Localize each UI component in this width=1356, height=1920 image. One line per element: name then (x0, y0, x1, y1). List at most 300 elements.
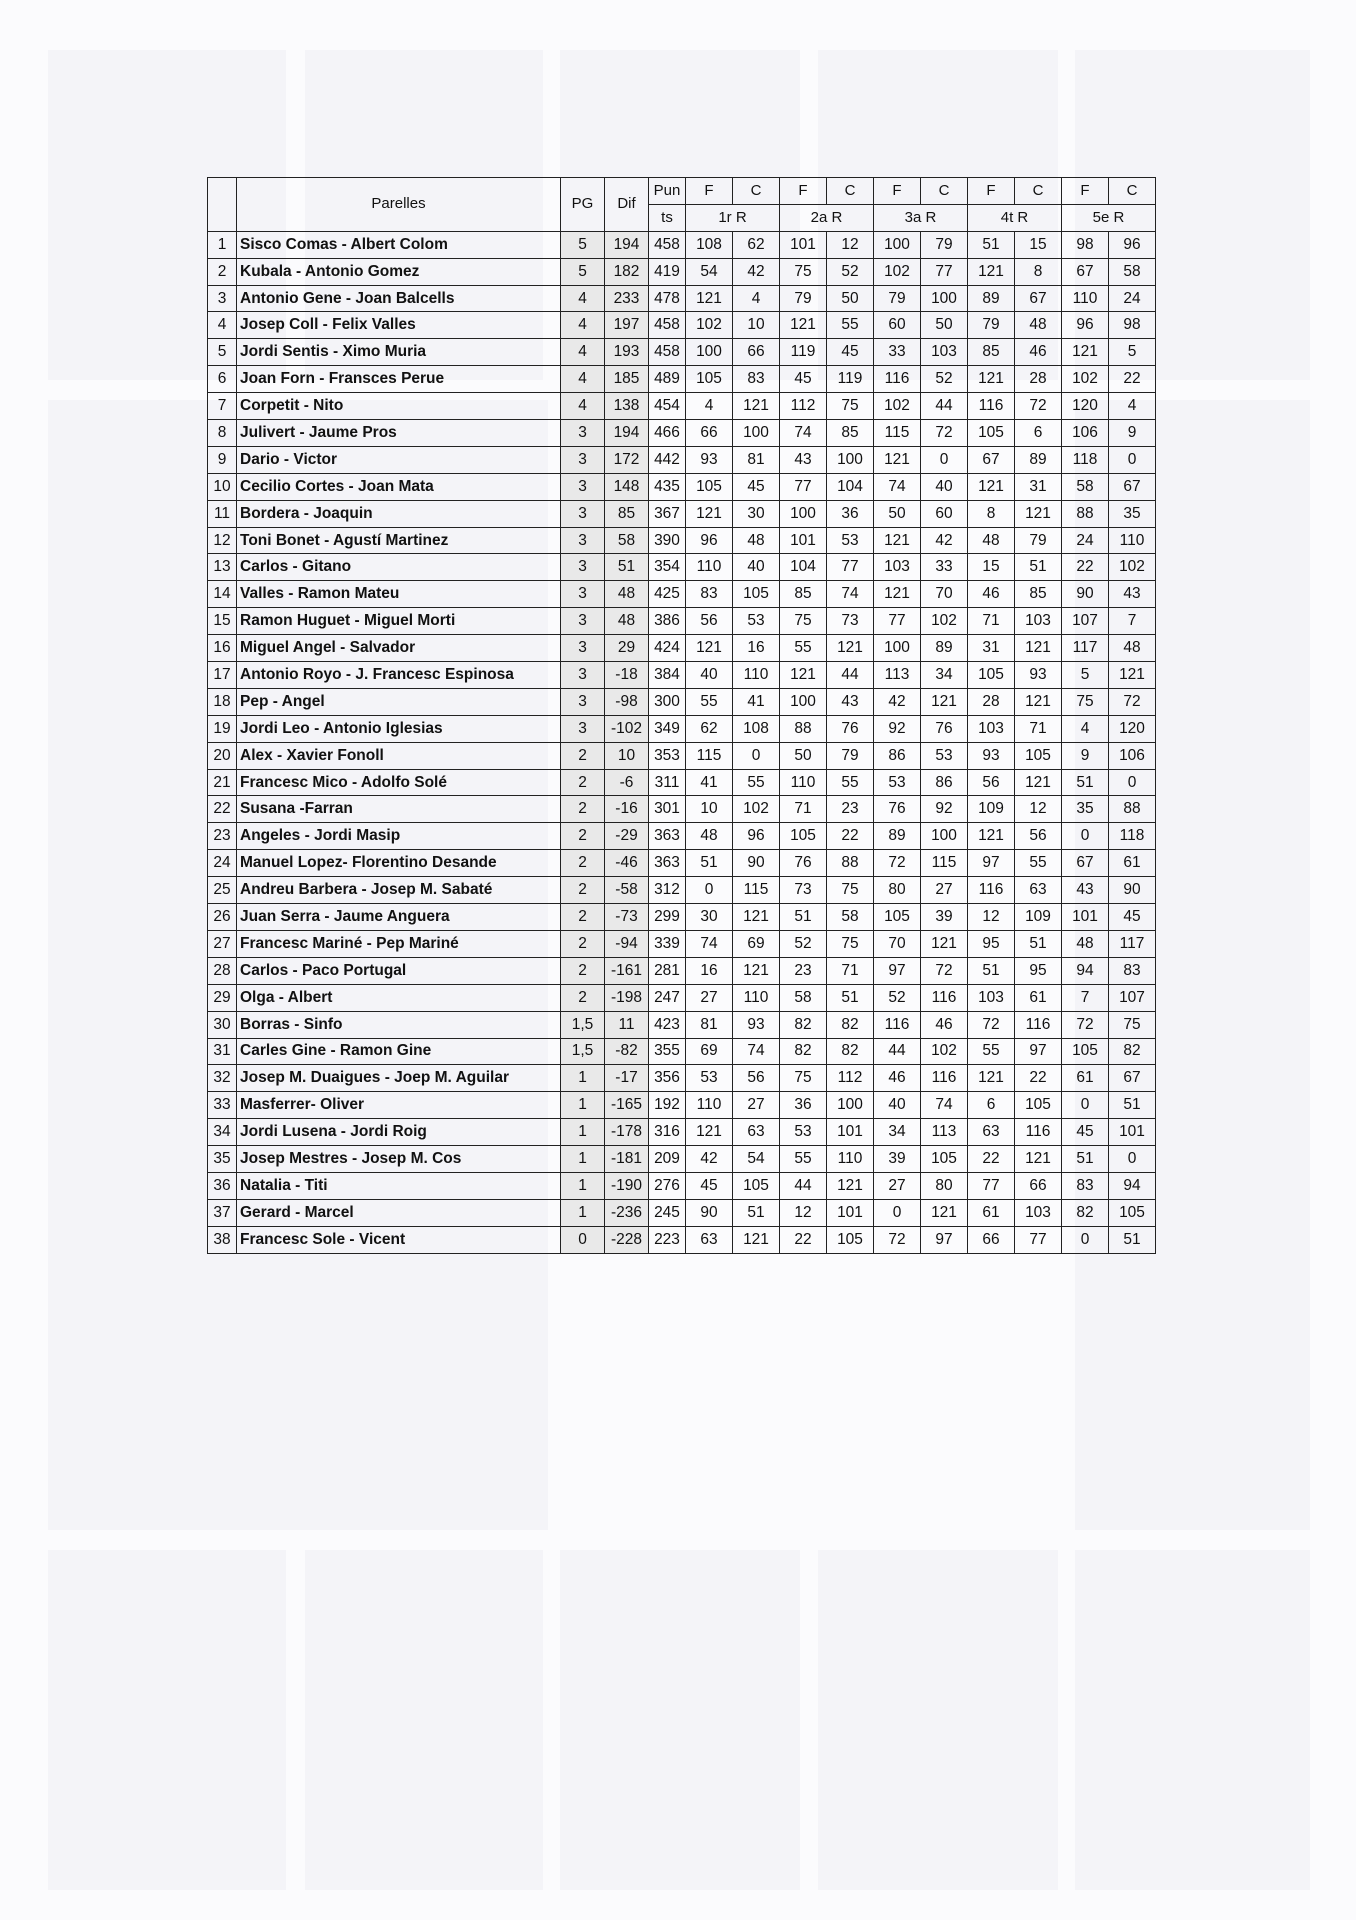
score-for-cell: 0 (1062, 1226, 1109, 1253)
dif-cell: -198 (605, 984, 649, 1011)
score-against-cell: 56 (1015, 823, 1062, 850)
score-for-cell: 121 (780, 662, 827, 689)
score-for-cell: 104 (780, 554, 827, 581)
score-for-cell: 6 (968, 1092, 1015, 1119)
pg-cell: 3 (561, 446, 605, 473)
score-against-cell: 45 (733, 473, 780, 500)
score-against-cell: 66 (733, 339, 780, 366)
score-for-cell: 63 (686, 1226, 733, 1253)
punts-cell: 478 (649, 285, 686, 312)
score-for-cell: 110 (686, 1092, 733, 1119)
score-against-cell: 113 (921, 1119, 968, 1146)
score-against-cell: 56 (733, 1065, 780, 1092)
score-against-cell: 77 (827, 554, 874, 581)
score-against-cell: 48 (1109, 635, 1156, 662)
score-for-cell: 0 (686, 877, 733, 904)
score-against-cell: 83 (1109, 957, 1156, 984)
score-for-cell: 56 (686, 608, 733, 635)
pg-cell: 1 (561, 1065, 605, 1092)
punts-cell: 466 (649, 420, 686, 447)
table-row (208, 393, 1156, 420)
pair-name-cell: Jordi Leo - Antonio Iglesias (237, 715, 561, 742)
score-for-cell: 60 (874, 312, 921, 339)
score-for-cell: 71 (968, 608, 1015, 635)
score-for-cell: 89 (968, 285, 1015, 312)
score-against-cell: 58 (1109, 258, 1156, 285)
score-against-cell: 108 (733, 715, 780, 742)
score-for-cell: 67 (1062, 850, 1109, 877)
pg-cell: 3 (561, 420, 605, 447)
score-against-cell: 40 (733, 554, 780, 581)
score-for-cell: 121 (968, 473, 1015, 500)
pair-name-cell: Alex - Xavier Fonoll (237, 742, 561, 769)
pair-name-cell: Kubala - Antonio Gomez (237, 258, 561, 285)
table-row (208, 662, 1156, 689)
score-against-cell: 60 (921, 500, 968, 527)
punts-cell: 454 (649, 393, 686, 420)
score-for-cell: 105 (968, 662, 1015, 689)
score-for-cell: 70 (874, 930, 921, 957)
score-for-cell: 58 (1062, 473, 1109, 500)
score-for-cell: 8 (968, 500, 1015, 527)
dif-cell: -16 (605, 796, 649, 823)
punts-cell: 435 (649, 473, 686, 500)
pg-cell: 4 (561, 366, 605, 393)
score-for-cell: 82 (1062, 1199, 1109, 1226)
pair-name-cell: Jordi Lusena - Jordi Roig (237, 1119, 561, 1146)
score-against-cell: 97 (921, 1226, 968, 1253)
punts-cell: 354 (649, 554, 686, 581)
pair-name-cell: Jordi Sentis - Ximo Muria (237, 339, 561, 366)
score-for-cell: 39 (874, 1146, 921, 1173)
score-for-cell: 85 (780, 581, 827, 608)
dif-cell: 10 (605, 742, 649, 769)
score-for-cell: 105 (686, 473, 733, 500)
score-against-cell: 0 (1109, 769, 1156, 796)
punts-cell: 312 (649, 877, 686, 904)
dif-cell: 85 (605, 500, 649, 527)
score-for-cell: 116 (874, 1011, 921, 1038)
score-for-cell: 75 (780, 258, 827, 285)
score-against-cell: 88 (827, 850, 874, 877)
score-for-cell: 41 (686, 769, 733, 796)
score-against-cell: 50 (921, 312, 968, 339)
punts-cell: 367 (649, 500, 686, 527)
table-row (208, 446, 1156, 473)
score-for-cell: 121 (1062, 339, 1109, 366)
pair-name-cell: Manuel Lopez- Florentino Desande (237, 850, 561, 877)
score-against-cell: 109 (1015, 904, 1062, 931)
rank-cell: 17 (208, 662, 237, 689)
score-for-cell: 24 (1062, 527, 1109, 554)
score-against-cell: 83 (733, 366, 780, 393)
score-for-cell: 74 (780, 420, 827, 447)
pg-cell: 2 (561, 823, 605, 850)
score-against-cell: 102 (921, 608, 968, 635)
score-against-cell: 96 (733, 823, 780, 850)
score-for-cell: 42 (686, 1146, 733, 1173)
score-for-cell: 100 (874, 635, 921, 662)
dif-cell: -190 (605, 1172, 649, 1199)
score-for-cell: 116 (968, 877, 1015, 904)
pg-cell: 2 (561, 904, 605, 931)
score-against-cell: 121 (733, 393, 780, 420)
score-against-cell: 110 (827, 1146, 874, 1173)
score-for-cell: 72 (874, 850, 921, 877)
score-for-cell: 67 (968, 446, 1015, 473)
pair-name-cell: Cecilio Cortes - Joan Mata (237, 473, 561, 500)
score-for-cell: 89 (874, 823, 921, 850)
score-for-cell: 115 (874, 420, 921, 447)
score-against-cell: 66 (1015, 1172, 1062, 1199)
pair-name-cell: Francesc Sole - Vicent (237, 1226, 561, 1253)
pair-name-cell: Corpetit - Nito (237, 393, 561, 420)
score-for-cell: 105 (1062, 1038, 1109, 1065)
score-for-cell: 30 (686, 904, 733, 931)
score-for-cell: 103 (968, 715, 1015, 742)
score-against-cell: 76 (921, 715, 968, 742)
pair-name-cell: Francesc Mariné - Pep Mariné (237, 930, 561, 957)
table-row (208, 850, 1156, 877)
dif-cell: 172 (605, 446, 649, 473)
dif-cell: -178 (605, 1119, 649, 1146)
score-for-cell: 101 (780, 231, 827, 258)
header-f-r4: F (968, 178, 1015, 205)
score-for-cell: 0 (1062, 1092, 1109, 1119)
score-against-cell: 97 (1015, 1038, 1062, 1065)
score-against-cell: 107 (1109, 984, 1156, 1011)
score-for-cell: 121 (968, 823, 1015, 850)
score-for-cell: 103 (968, 984, 1015, 1011)
score-for-cell: 97 (968, 850, 1015, 877)
score-against-cell: 85 (827, 420, 874, 447)
punts-cell: 223 (649, 1226, 686, 1253)
table-row (208, 742, 1156, 769)
pair-name-cell: Dario - Victor (237, 446, 561, 473)
rank-cell: 7 (208, 393, 237, 420)
score-against-cell: 43 (1109, 581, 1156, 608)
pg-cell: 3 (561, 688, 605, 715)
punts-cell: 353 (649, 742, 686, 769)
dif-cell: -165 (605, 1092, 649, 1119)
score-against-cell: 71 (1015, 715, 1062, 742)
table-row (208, 1092, 1156, 1119)
score-against-cell: 41 (733, 688, 780, 715)
pair-name-cell: Borras - Sinfo (237, 1011, 561, 1038)
pg-cell: 3 (561, 527, 605, 554)
pair-name-cell: Carles Gine - Ramon Gine (237, 1038, 561, 1065)
score-against-cell: 102 (921, 1038, 968, 1065)
dif-cell: -98 (605, 688, 649, 715)
dif-cell: -46 (605, 850, 649, 877)
score-against-cell: 27 (733, 1092, 780, 1119)
rank-cell: 29 (208, 984, 237, 1011)
table-row (208, 1011, 1156, 1038)
punts-cell: 300 (649, 688, 686, 715)
score-against-cell: 103 (921, 339, 968, 366)
header-f-r1: F (686, 178, 733, 205)
score-against-cell: 42 (921, 527, 968, 554)
rank-cell: 1 (208, 231, 237, 258)
score-for-cell: 53 (874, 769, 921, 796)
score-against-cell: 115 (921, 850, 968, 877)
table-row (208, 769, 1156, 796)
pg-cell: 3 (561, 554, 605, 581)
score-against-cell: 0 (1109, 1146, 1156, 1173)
score-for-cell: 115 (686, 742, 733, 769)
rank-cell: 24 (208, 850, 237, 877)
score-against-cell: 100 (921, 823, 968, 850)
rank-cell: 18 (208, 688, 237, 715)
score-against-cell: 116 (1015, 1011, 1062, 1038)
rank-cell: 36 (208, 1172, 237, 1199)
score-for-cell: 0 (1062, 823, 1109, 850)
score-against-cell: 61 (1015, 984, 1062, 1011)
pg-cell: 1 (561, 1119, 605, 1146)
score-for-cell: 22 (1062, 554, 1109, 581)
score-against-cell: 103 (1015, 608, 1062, 635)
header-c-r4: C (1015, 178, 1062, 205)
score-against-cell: 55 (733, 769, 780, 796)
rank-cell: 11 (208, 500, 237, 527)
score-against-cell: 116 (921, 984, 968, 1011)
score-for-cell: 52 (780, 930, 827, 957)
score-for-cell: 51 (968, 231, 1015, 258)
punts-cell: 281 (649, 957, 686, 984)
rank-cell: 2 (208, 258, 237, 285)
table-row (208, 1172, 1156, 1199)
rank-cell: 16 (208, 635, 237, 662)
score-against-cell: 117 (1109, 930, 1156, 957)
score-for-cell: 69 (686, 1038, 733, 1065)
score-for-cell: 112 (780, 393, 827, 420)
score-against-cell: 55 (1015, 850, 1062, 877)
score-against-cell: 0 (733, 742, 780, 769)
score-for-cell: 121 (686, 635, 733, 662)
score-for-cell: 46 (968, 581, 1015, 608)
score-against-cell: 86 (921, 769, 968, 796)
score-against-cell: 101 (1109, 1119, 1156, 1146)
score-against-cell: 105 (733, 1172, 780, 1199)
score-against-cell: 70 (921, 581, 968, 608)
score-for-cell: 62 (686, 715, 733, 742)
score-for-cell: 92 (874, 715, 921, 742)
score-against-cell: 121 (1015, 635, 1062, 662)
score-for-cell: 121 (686, 1119, 733, 1146)
score-for-cell: 66 (968, 1226, 1015, 1253)
pair-name-cell: Josep Coll - Felix Valles (237, 312, 561, 339)
score-against-cell: 81 (733, 446, 780, 473)
score-against-cell: 90 (1109, 877, 1156, 904)
score-for-cell: 96 (1062, 312, 1109, 339)
header-round-2: 2a R (780, 204, 874, 231)
rank-cell: 12 (208, 527, 237, 554)
score-for-cell: 83 (1062, 1172, 1109, 1199)
rank-cell: 26 (208, 904, 237, 931)
score-for-cell: 48 (968, 527, 1015, 554)
score-against-cell: 95 (1015, 957, 1062, 984)
dif-cell: 194 (605, 231, 649, 258)
score-for-cell: 44 (780, 1172, 827, 1199)
score-for-cell: 9 (1062, 742, 1109, 769)
score-against-cell: 72 (921, 957, 968, 984)
pair-name-cell: Olga - Albert (237, 984, 561, 1011)
punts-cell: 339 (649, 930, 686, 957)
score-against-cell: 121 (1015, 688, 1062, 715)
rank-cell: 5 (208, 339, 237, 366)
score-against-cell: 100 (921, 285, 968, 312)
punts-cell: 363 (649, 850, 686, 877)
score-for-cell: 110 (780, 769, 827, 796)
score-for-cell: 100 (686, 339, 733, 366)
rank-cell: 19 (208, 715, 237, 742)
score-against-cell: 42 (733, 258, 780, 285)
score-for-cell: 56 (968, 769, 1015, 796)
score-against-cell: 121 (921, 688, 968, 715)
rank-cell: 21 (208, 769, 237, 796)
score-against-cell: 51 (733, 1199, 780, 1226)
score-for-cell: 110 (686, 554, 733, 581)
score-against-cell: 101 (827, 1119, 874, 1146)
score-for-cell: 118 (1062, 446, 1109, 473)
score-against-cell: 74 (733, 1038, 780, 1065)
score-for-cell: 51 (1062, 769, 1109, 796)
table-row (208, 635, 1156, 662)
score-for-cell: 16 (686, 957, 733, 984)
score-for-cell: 121 (968, 258, 1015, 285)
score-for-cell: 42 (874, 688, 921, 715)
score-against-cell: 12 (827, 231, 874, 258)
score-against-cell: 72 (1015, 393, 1062, 420)
pg-cell: 4 (561, 285, 605, 312)
score-against-cell: 119 (827, 366, 874, 393)
score-for-cell: 79 (780, 285, 827, 312)
table-row (208, 1199, 1156, 1226)
pg-cell: 4 (561, 393, 605, 420)
score-for-cell: 79 (874, 285, 921, 312)
score-for-cell: 63 (968, 1119, 1015, 1146)
rank-cell: 8 (208, 420, 237, 447)
punts-cell: 458 (649, 312, 686, 339)
dif-cell: 29 (605, 635, 649, 662)
table-row (208, 1065, 1156, 1092)
score-against-cell: 55 (827, 769, 874, 796)
score-for-cell: 72 (968, 1011, 1015, 1038)
rank-cell: 27 (208, 930, 237, 957)
score-against-cell: 51 (1109, 1226, 1156, 1253)
pg-cell: 3 (561, 662, 605, 689)
score-for-cell: 0 (874, 1199, 921, 1226)
score-against-cell: 44 (827, 662, 874, 689)
score-against-cell: 54 (733, 1146, 780, 1173)
score-against-cell: 121 (921, 930, 968, 957)
score-for-cell: 54 (686, 258, 733, 285)
rank-cell: 32 (208, 1065, 237, 1092)
score-for-cell: 51 (686, 850, 733, 877)
pair-name-cell: Susana -Farran (237, 796, 561, 823)
score-against-cell: 67 (1109, 473, 1156, 500)
pg-cell: 3 (561, 608, 605, 635)
score-against-cell: 44 (921, 393, 968, 420)
score-against-cell: 121 (1109, 662, 1156, 689)
score-for-cell: 35 (1062, 796, 1109, 823)
header-punts-bottom: ts (649, 204, 686, 231)
score-against-cell: 74 (921, 1092, 968, 1119)
punts-cell: 299 (649, 904, 686, 931)
pair-name-cell: Andreu Barbera - Josep M. Sabaté (237, 877, 561, 904)
score-for-cell: 98 (1062, 231, 1109, 258)
score-against-cell: 5 (1109, 339, 1156, 366)
score-against-cell: 12 (1015, 796, 1062, 823)
score-against-cell: 22 (1015, 1065, 1062, 1092)
dif-cell: 48 (605, 581, 649, 608)
pair-name-cell: Carlos - Gitano (237, 554, 561, 581)
score-against-cell: 4 (1109, 393, 1156, 420)
score-against-cell: 121 (921, 1199, 968, 1226)
score-against-cell: 116 (1015, 1119, 1062, 1146)
punts-cell: 356 (649, 1065, 686, 1092)
score-against-cell: 116 (921, 1065, 968, 1092)
score-against-cell: 75 (827, 930, 874, 957)
score-for-cell: 4 (686, 393, 733, 420)
score-for-cell: 61 (1062, 1065, 1109, 1092)
score-against-cell: 79 (827, 742, 874, 769)
dif-cell: 48 (605, 608, 649, 635)
score-against-cell: 92 (921, 796, 968, 823)
score-against-cell: 120 (1109, 715, 1156, 742)
score-for-cell: 34 (874, 1119, 921, 1146)
rank-cell: 30 (208, 1011, 237, 1038)
table-row (208, 1146, 1156, 1173)
score-for-cell: 40 (686, 662, 733, 689)
score-for-cell: 5 (1062, 662, 1109, 689)
header-index (208, 178, 237, 232)
score-against-cell: 121 (1015, 500, 1062, 527)
score-for-cell: 103 (874, 554, 921, 581)
table-row (208, 500, 1156, 527)
table-row (208, 231, 1156, 258)
score-against-cell: 53 (921, 742, 968, 769)
score-against-cell: 89 (921, 635, 968, 662)
pg-cell: 1 (561, 1146, 605, 1173)
score-for-cell: 81 (686, 1011, 733, 1038)
pair-name-cell: Masferrer- Oliver (237, 1092, 561, 1119)
table-row (208, 420, 1156, 447)
header-c-r5: C (1109, 178, 1156, 205)
dif-cell: -236 (605, 1199, 649, 1226)
pg-cell: 4 (561, 339, 605, 366)
score-for-cell: 88 (1062, 500, 1109, 527)
punts-cell: 424 (649, 635, 686, 662)
punts-cell: 363 (649, 823, 686, 850)
score-for-cell: 113 (874, 662, 921, 689)
dif-cell: -82 (605, 1038, 649, 1065)
background-bleed-panel (818, 1550, 1058, 1890)
pg-cell: 2 (561, 877, 605, 904)
pair-name-cell: Bordera - Joaquin (237, 500, 561, 527)
results-body (208, 231, 1156, 1253)
rank-cell: 14 (208, 581, 237, 608)
score-against-cell: 28 (1015, 366, 1062, 393)
score-against-cell: 45 (827, 339, 874, 366)
pg-cell: 2 (561, 850, 605, 877)
table-row (208, 554, 1156, 581)
score-for-cell: 100 (874, 231, 921, 258)
table-row (208, 312, 1156, 339)
score-against-cell: 101 (827, 1199, 874, 1226)
score-for-cell: 101 (780, 527, 827, 554)
score-against-cell: 121 (733, 904, 780, 931)
